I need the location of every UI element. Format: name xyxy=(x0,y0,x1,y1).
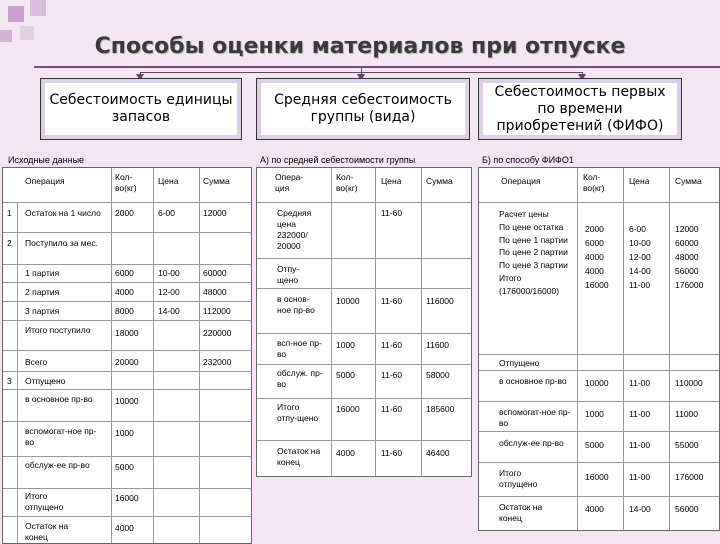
row-divider xyxy=(3,456,251,457)
op-cell: обслуж-ее пр-во xyxy=(25,460,90,470)
header-cell: Сумма xyxy=(426,176,453,186)
row-divider xyxy=(3,421,251,422)
row-divider xyxy=(257,398,471,399)
price-cell: 11-00 xyxy=(629,472,651,482)
decor-square xyxy=(30,0,46,16)
op-cell: Отпущено xyxy=(25,376,66,386)
col-divider xyxy=(199,168,200,543)
header-cell: Цена xyxy=(381,176,402,186)
op-cell: Поступило за мес. xyxy=(25,238,98,248)
row-divider xyxy=(3,488,251,489)
method-label: Средняя себестоимость группы (вида) xyxy=(274,92,452,125)
qty-cell: 5000 xyxy=(336,370,355,380)
qty-cell: 20000 xyxy=(115,357,139,367)
op-cell: в основное пр-во xyxy=(25,394,93,404)
title-underline xyxy=(34,66,720,68)
sum-cell: 116000 xyxy=(426,296,454,306)
row-divider xyxy=(479,354,719,355)
col-divider xyxy=(375,168,376,476)
col-divider xyxy=(17,202,18,543)
row-number: 1 xyxy=(7,208,12,218)
sum-cell: 11000 xyxy=(675,409,699,419)
op-cell: Отпущено xyxy=(499,358,540,368)
col-divider xyxy=(153,168,154,543)
method-box-fifo xyxy=(478,78,682,140)
price-cell: 12-00 xyxy=(158,287,180,297)
row-divider xyxy=(3,320,251,321)
price-cell: 11-60 xyxy=(381,370,403,380)
calc-price-cell: 6-00 10-00 12-00 14-00 11-00 xyxy=(629,224,651,290)
row-divider xyxy=(479,370,719,371)
header-cell: Кол-во(кг) xyxy=(115,172,137,193)
row-divider xyxy=(257,202,471,203)
header-cell: Сумма xyxy=(203,176,230,186)
op-cell: в основ-ное пр-во xyxy=(277,294,315,315)
qty-cell: 4000 xyxy=(115,287,134,297)
header-cell: Операция xyxy=(501,176,541,186)
op-cell: Отпу-щено xyxy=(277,264,300,285)
op-cell: 1 партия xyxy=(25,268,60,278)
header-cell: Цена xyxy=(158,176,179,186)
op-cell: 2 партия xyxy=(25,287,60,297)
price-cell: 14-00 xyxy=(629,504,651,514)
op-cell: вспомогат-ное пр-во xyxy=(499,407,571,428)
header-cell: Опера-ция xyxy=(275,172,304,193)
row-divider xyxy=(3,301,251,302)
col-divider xyxy=(111,168,112,543)
qty-cell: 1000 xyxy=(115,428,134,438)
row-divider xyxy=(257,440,471,441)
qty-cell: 4000 xyxy=(115,523,134,533)
sum-cell: 176000 xyxy=(675,472,704,482)
row-divider xyxy=(3,264,251,265)
row-number: 2 xyxy=(7,238,12,248)
op-cell: Остаток на 1 число xyxy=(25,208,101,218)
price-cell: 10-00 xyxy=(158,268,180,278)
op-cell: обслуж-ее пр-во xyxy=(499,438,564,448)
row-divider xyxy=(479,202,719,203)
price-cell: 6-00 xyxy=(158,208,176,218)
op-cell: обслуж. пр-во xyxy=(277,368,323,389)
op-cell: Итого поступило xyxy=(25,325,91,335)
header-cell: Сумма xyxy=(675,176,702,186)
qty-cell: 10000 xyxy=(336,296,360,306)
average-table xyxy=(256,167,472,477)
calc-sum-cell: 12000 60000 48000 56000 176000 xyxy=(675,224,704,290)
row-number: 3 xyxy=(7,376,12,386)
op-cell: в основное пр-во xyxy=(499,376,567,386)
sum-cell: 55000 xyxy=(675,440,699,450)
sum-cell: 60000 xyxy=(203,268,227,278)
sum-cell: 56000 xyxy=(675,504,699,514)
op-cell: Остаток на конец xyxy=(277,446,321,467)
op-cell: Всего xyxy=(25,357,48,367)
fifo-table xyxy=(478,167,720,531)
row-divider xyxy=(3,350,251,351)
qty-cell: 10000 xyxy=(585,378,609,388)
sum-cell: 48000 xyxy=(203,287,227,297)
col-divider xyxy=(421,168,422,476)
sum-cell: 46400 xyxy=(426,448,450,458)
col-divider xyxy=(669,168,670,530)
row-divider xyxy=(3,389,251,390)
sum-cell: 220000 xyxy=(203,328,232,338)
price-cell: 11-00 xyxy=(629,378,651,388)
qty-cell: 6000 xyxy=(115,268,134,278)
method-box-unit-cost xyxy=(40,78,242,140)
sum-cell: 232000 xyxy=(203,357,232,367)
op-cell: всп-ное пр-во xyxy=(277,338,322,359)
col-divider xyxy=(623,168,624,530)
sum-cell: 58000 xyxy=(426,370,450,380)
method-box-average xyxy=(256,78,470,140)
price-cell: 14-00 xyxy=(158,306,180,316)
calc-qty-cell: 2000 6000 4000 4000 16000 xyxy=(585,224,609,290)
qty-cell: 10000 xyxy=(115,396,139,406)
row-divider xyxy=(479,462,719,463)
row-divider xyxy=(257,364,471,365)
col-divider xyxy=(331,168,332,476)
qty-cell: 16000 xyxy=(336,404,360,414)
op-cell: Остаток на конец xyxy=(25,521,69,542)
qty-cell: 5000 xyxy=(115,462,134,472)
qty-cell: 8000 xyxy=(115,306,134,316)
row-divider xyxy=(479,496,719,497)
qty-cell: 1000 xyxy=(336,340,355,350)
price-cell: 11-00 xyxy=(629,409,651,419)
op-cell: Средняя цена 232000/ 20000 xyxy=(277,208,312,251)
qty-cell: 16000 xyxy=(115,493,139,503)
sum-cell: 112000 xyxy=(203,306,231,316)
sum-cell: 12000 xyxy=(203,208,227,218)
qty-cell: 16000 xyxy=(585,472,609,482)
col-divider xyxy=(577,168,578,530)
section-fifo-label: Б) по способу ФИФО1 xyxy=(482,155,574,165)
method-label: Себестоимость первых по времени приобретений (ФИФО) xyxy=(494,83,666,134)
section-source-label: Исходные данные xyxy=(8,155,85,165)
sum-cell: 11600 xyxy=(426,340,450,350)
qty-cell: 2000 xyxy=(115,208,134,218)
op-cell: 3 партия xyxy=(25,306,60,316)
method-label: Себестоимость единицы запасов xyxy=(49,92,233,125)
op-cell: Итого отпущено xyxy=(499,468,538,489)
row-divider xyxy=(3,232,251,233)
row-divider xyxy=(3,202,251,203)
sum-cell: 110000 xyxy=(675,378,703,388)
op-cell: Итого отпущено xyxy=(25,491,64,512)
qty-cell: 5000 xyxy=(585,440,604,450)
price-cell: 11-60 xyxy=(381,404,403,414)
page-title: Способы оценки материалов при отпуске xyxy=(94,34,626,59)
section-avg-label: А) по средней себестоимости группы xyxy=(260,155,416,165)
header-cell: Операция xyxy=(25,176,65,186)
row-divider xyxy=(3,282,251,283)
price-cell: 11-60 xyxy=(381,208,403,218)
source-table xyxy=(2,167,252,544)
qty-cell: 18000 xyxy=(115,328,139,338)
op-cell: Остаток на конец xyxy=(499,502,543,523)
qty-cell: 4000 xyxy=(585,504,604,514)
sum-cell: 185600 xyxy=(426,404,455,414)
header-cell: Кол-во(кг) xyxy=(336,172,358,193)
row-divider xyxy=(479,401,719,402)
qty-cell: 4000 xyxy=(336,448,355,458)
row-divider xyxy=(3,371,251,372)
qty-cell: 1000 xyxy=(585,409,604,419)
header-cell: Цена xyxy=(629,176,650,186)
calc-op-cell: Расчет цены По цене остатка По цене 1 партии По цене 2 партии По цене 3 партии Итого (176000/16000) xyxy=(499,209,568,296)
price-cell: 11-00 xyxy=(629,440,651,450)
price-cell: 11-60 xyxy=(381,448,403,458)
op-cell: Итого отпу-щено xyxy=(277,402,319,423)
decor-square xyxy=(8,6,24,22)
row-divider xyxy=(257,258,471,259)
header-cell: Кол-во(кг) xyxy=(583,172,605,193)
op-cell: вспомогат-ное пр-во xyxy=(25,426,97,447)
price-cell: 11-60 xyxy=(381,340,403,350)
price-cell: 11-60 xyxy=(381,296,403,306)
row-divider xyxy=(257,288,471,289)
row-divider xyxy=(3,516,251,517)
row-divider xyxy=(257,333,471,334)
row-divider xyxy=(479,431,719,432)
